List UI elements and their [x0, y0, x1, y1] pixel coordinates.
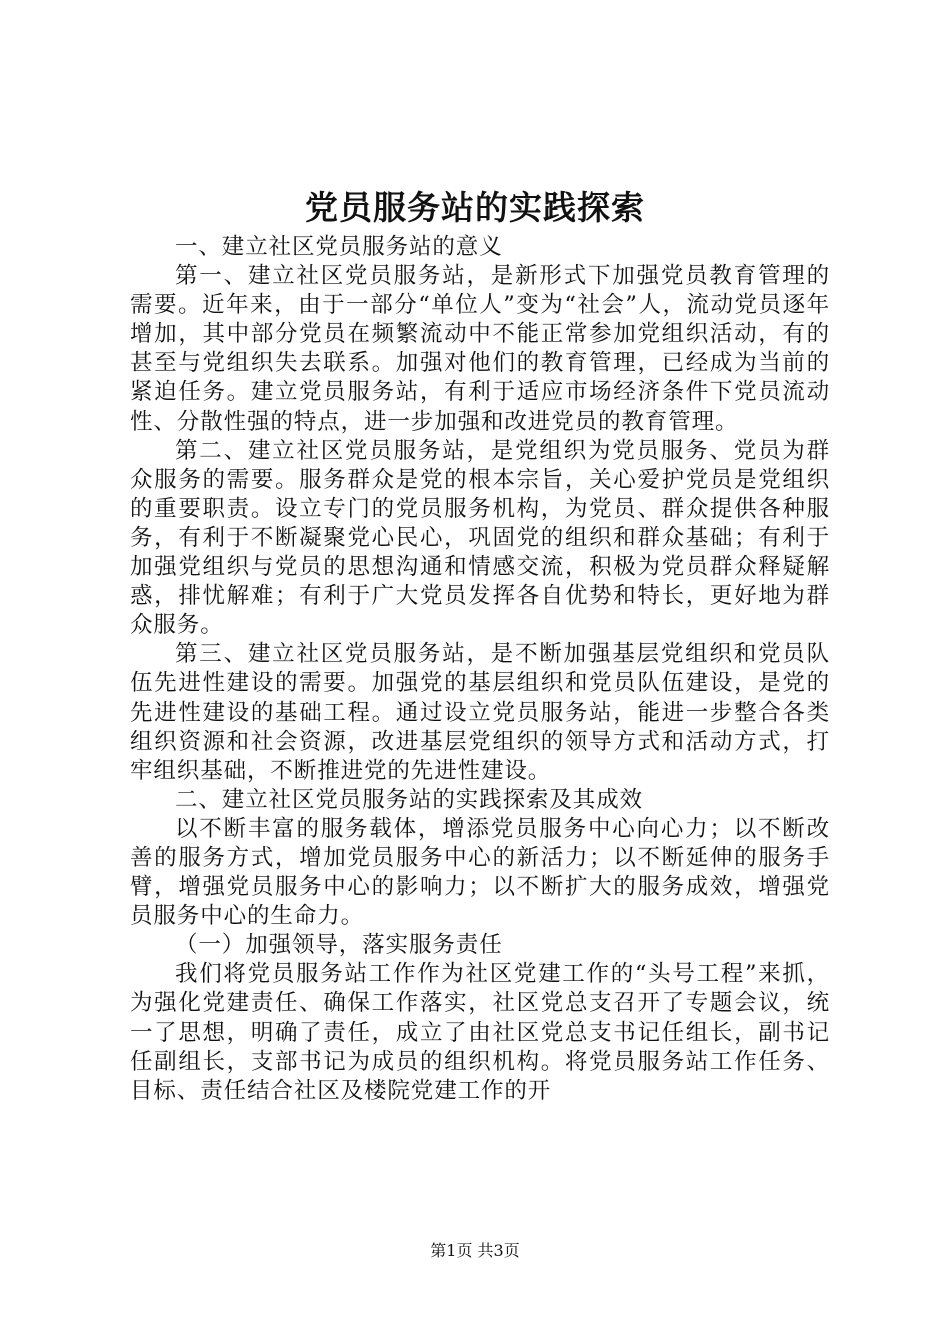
subsection-heading: （一）加强领导，落实服务责任: [175, 932, 503, 959]
document-body: [130, 233, 830, 1106]
section-heading-2: 二、建立社区党员服务站的实践探索及其成效: [175, 786, 644, 813]
document-title: 党员服务站的实践探索: [305, 188, 645, 227]
body-paragraph: 以不断丰富的服务载体，增添党员服务中心向心力；以不断改善的服务方式，增加党员服务中心的新活力；以不断延伸的服务手臂，增强党员服务中心的影响力；以不断扩大的服务成效，增强党员服务中心的生命力。: [130, 815, 830, 930]
body-paragraph: 我们将党员服务站工作作为社区党建工作的“头号工程”来抓，为强化党建责任、确保工作落实，社区党总支召开了专题会议，统一了思想，明确了责任，成立了由社区党总支书记任组长，副书记任副组长，支部书记为成员的组织机构。将党员服务站工作任务、目标、责任结合社区及楼院党建工作的开: [130, 961, 830, 1104]
section-heading-1: 一、建立社区党员服务站的意义: [175, 234, 503, 260]
page-number-footer: 第1页 共3页: [430, 1241, 520, 1260]
body-paragraph: 第一、建立社区党员服务站，是新形式下加强党员教育管理的需要。近年来，由于一部分“单位人”变为“社会”人，流动党员逐年增加，其中部分党员在频繁流动中不能正常参加党组织活动，有的甚至与党组织失去联系。加强对他们的教育管理，已经成为当前的紧迫任务。建立党员服务站，有利于适应市场经济条件下党员流动性、分散性强的特点，进一步加强和改进党员的教育管理。: [130, 263, 830, 435]
body-paragraph: 第二、建立社区党员服务站，是党组织为党员服务、党员为群众服务的需要。服务群众是党的根本宗旨，关心爱护党员是党组织的重要职责。设立专门的党员服务机构，为党员、群众提供各种服务，有利于不断凝聚党心民心，巩固党的组织和群众基础；有利于加强党组织与党员的思想沟通和情感交流，积极为党员群众释疑解惑，排忧解难；有利于广大党员发挥各自优势和特长，更好地为群众服务。: [130, 437, 830, 639]
body-paragraph: 第三、建立社区党员服务站，是不断加强基层党组织和党员队伍先进性建设的需要。加强党的基层组织和党员队伍建设，是党的先进性建设的基础工程。通过设立党员服务站，能进一步整合各类组织资源和社会资源，改进基层党组织的领导方式和活动方式，打牢组织基础，不断推进党的先进性建设。: [130, 641, 830, 784]
